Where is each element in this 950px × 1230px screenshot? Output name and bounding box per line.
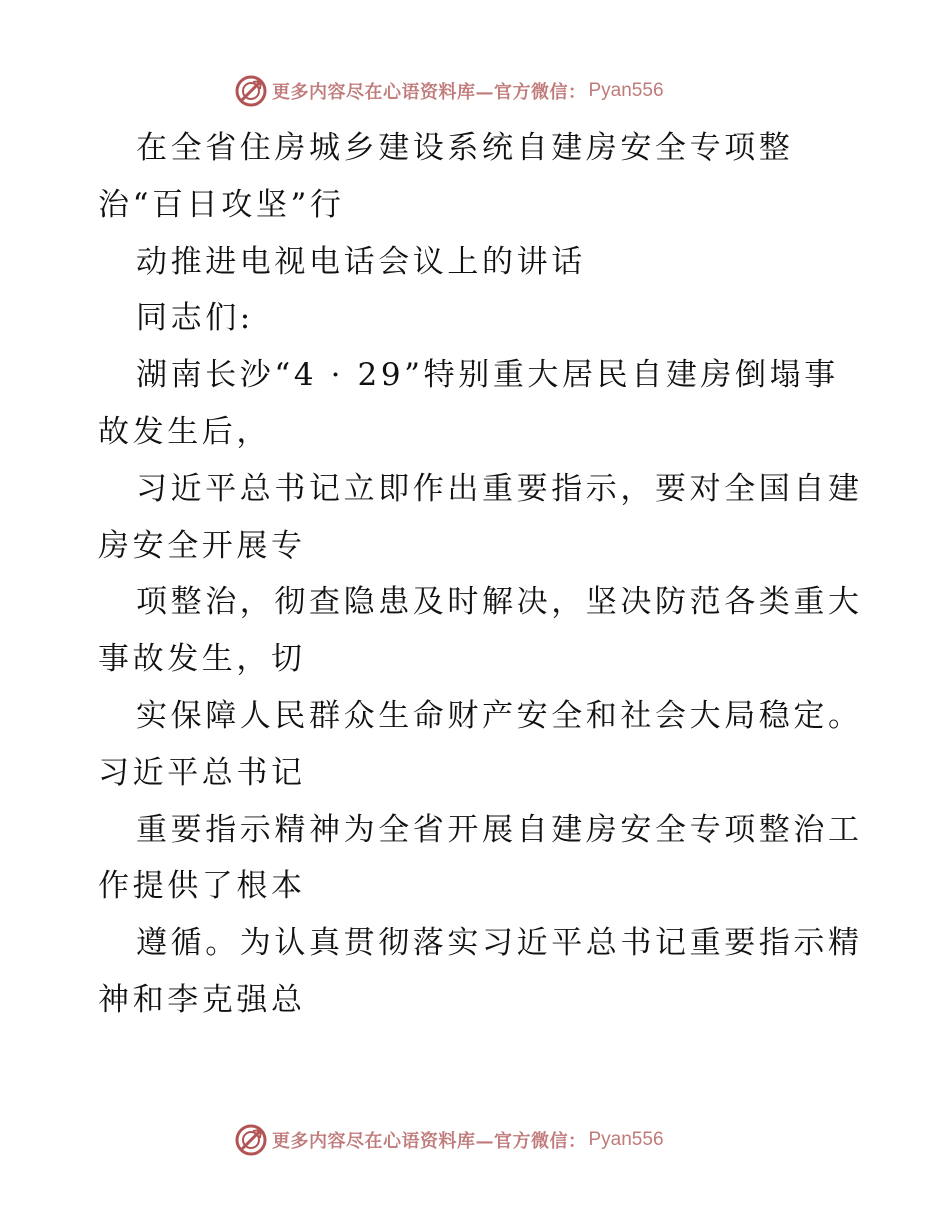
text-line: 重要指示精神为全省开展自建房安全专项整治工: [136, 811, 863, 848]
text-line: 实保障人民群众生命财产安全和社会大局稳定。: [136, 697, 863, 734]
seal-logo-icon: [234, 74, 268, 108]
text-line: 故发生后，: [98, 413, 271, 450]
text-line: 在全省住房城乡建设系统自建房安全专项整: [136, 130, 794, 166]
text-line: 项整治，彻查隐患及时解决，坚决防范各类重大: [136, 584, 863, 621]
document-body: [98, 120, 863, 1029]
text-line: 湖南长沙“4 · 29”特别重大居民自建房倒塌事: [136, 357, 839, 394]
text-line: 习近平总书记: [98, 754, 306, 791]
watermark-account: Pyan556: [588, 80, 664, 101]
watermark-text: 更多内容尽在心语资料库—官方微信：: [272, 82, 587, 103]
text-line: 事故发生，切: [98, 641, 306, 678]
footer-watermark: [234, 1120, 664, 1160]
text-line: 习近平总书记立即作出重要指示，要对全国自建: [136, 470, 863, 507]
watermark-text: 更多内容尽在心语资料库—官方微信：: [272, 1131, 587, 1152]
watermark-account: Pyan556: [588, 1129, 664, 1150]
text-line: 动推进电视电话会议上的讲话: [136, 243, 586, 280]
text-line: 神和李克强总: [98, 981, 306, 1018]
header-watermark: [234, 71, 664, 111]
seal-logo-icon: [234, 1123, 268, 1157]
text-line: 作提供了根本: [98, 868, 306, 905]
text-line: 遵循。为认真贯彻落实习近平总书记重要指示精: [136, 925, 863, 962]
text-line: 同志们:: [136, 300, 254, 337]
text-line: 治“百日攻坚”行: [98, 186, 345, 223]
text-line: 房安全开展专: [98, 527, 306, 564]
